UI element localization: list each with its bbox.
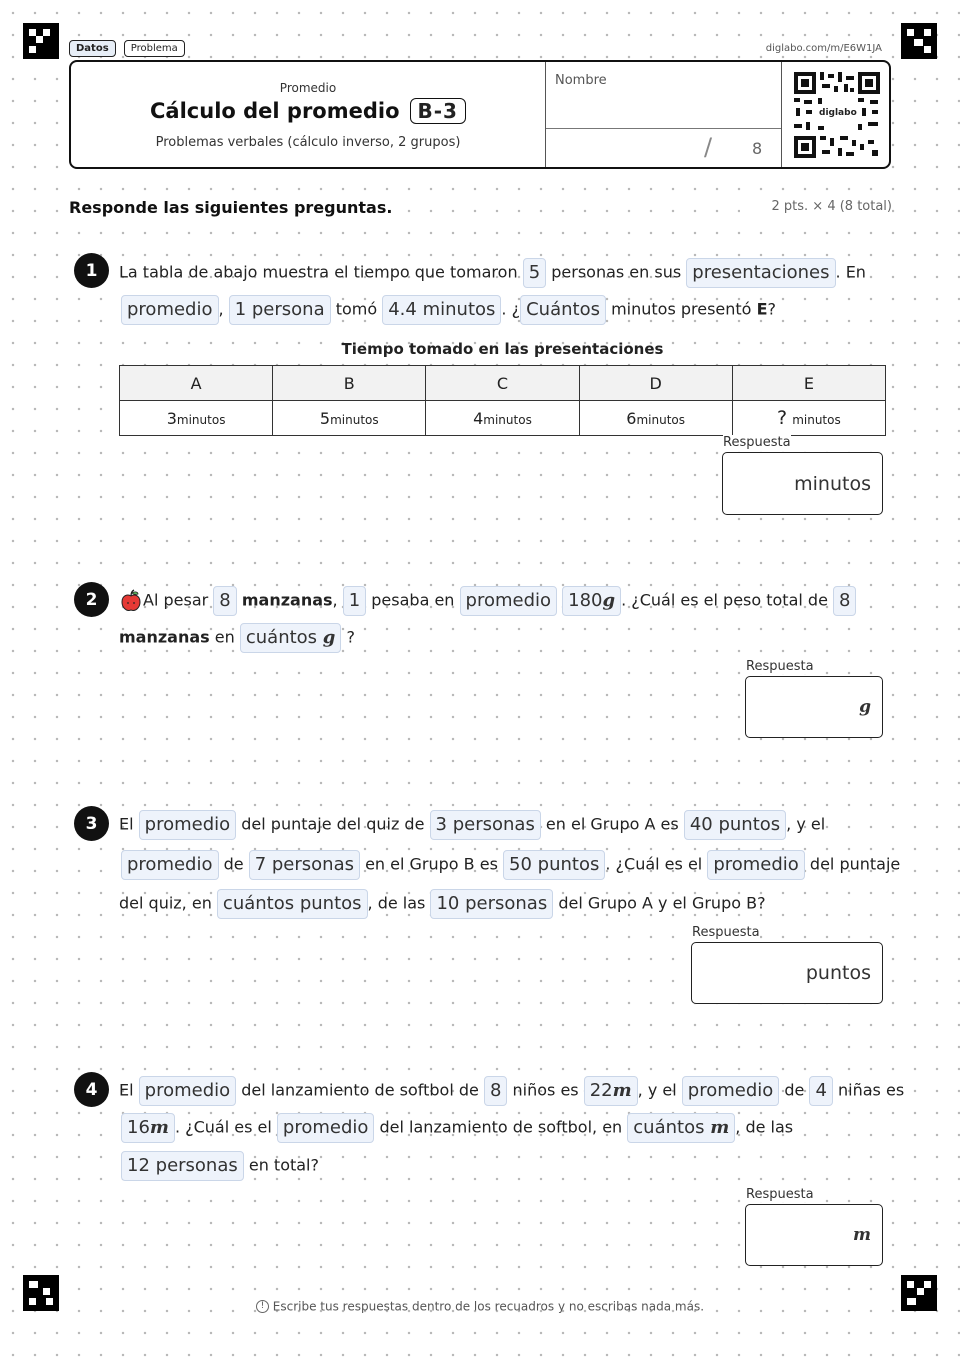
table-header-cell: A: [120, 366, 273, 401]
question-1-line-2: promedio , 1 persona tomó 4.4 minutos . ¿ Cuántos minutos presentó E?: [121, 294, 776, 325]
question-3-line-1: El promedio del puntaje del quiz de 3 personas en el Grupo A es 40 puntos , y el: [119, 809, 825, 840]
score-total: 8: [752, 139, 763, 158]
name-area: [545, 62, 781, 167]
answer-label: Respuesta: [692, 925, 760, 940]
corner-marker-top-right: [901, 23, 937, 59]
corner-marker-top-left: [23, 23, 59, 59]
apple-icon: [119, 589, 143, 613]
score-area: [546, 129, 782, 167]
top-tags: [69, 36, 185, 57]
tag-datos[interactable]: Datos: [69, 40, 116, 57]
tag-problema[interactable]: Problema: [124, 40, 185, 57]
worksheet-header: [69, 60, 891, 169]
subject-label: Promedio: [279, 81, 337, 95]
table-value-cell: ? minutos: [732, 401, 885, 436]
question-4-line-1: El promedio del lanzamiento de softbol de 8 niños es 22m , y el promedio de 4 niñas es: [119, 1075, 904, 1106]
table-header-cell: E: [732, 366, 885, 401]
table-value-cell: 4minutos: [426, 401, 579, 436]
table-value-cell: 5minutos: [273, 401, 426, 436]
footer-note: ! Escribe tus respuestas dentro de los recuadros y no escribas nada más.: [0, 1299, 960, 1314]
question-1-line-1: La tabla de abajo muestra el tiempo que tomaron 5 personas en sus presentaciones . En: [119, 257, 866, 288]
question-number: 2: [74, 582, 109, 617]
answer-box-4[interactable]: [745, 1204, 883, 1266]
points-info: 2 pts. × 4 (8 total): [740, 199, 892, 214]
question-number: 1: [74, 253, 109, 288]
question-2-line-1: Al pesar 8 manzanas, 1 pesaba en promedio 180g . ¿Cuál es el peso total de 8: [119, 585, 856, 616]
answer-unit: puntos: [805, 962, 871, 984]
table-value-row: [120, 401, 886, 436]
question-3-line-2: promedio de 7 personas en el Grupo B es 50 puntos . ¿Cuál es el promedio del puntaje: [121, 849, 900, 880]
table-value-cell: 3minutos: [120, 401, 273, 436]
worksheet-code: B-3: [410, 98, 466, 124]
answer-unit: minutos: [794, 472, 871, 495]
info-icon: !: [256, 1300, 269, 1313]
score-slash: /: [704, 133, 713, 161]
qr-divider: [781, 62, 782, 167]
name-label: Nombre: [555, 73, 607, 88]
answer-label: Respuesta: [746, 659, 814, 674]
answer-unit: m: [853, 1225, 871, 1245]
name-field[interactable]: [546, 62, 782, 129]
question-3-line-3: del quiz, en cuántos puntos , de las 10 personas del Grupo A y el Grupo B?: [119, 888, 766, 919]
qr-label: diglabo: [819, 108, 857, 118]
question-number: 4: [74, 1072, 109, 1107]
question-4-line-2: 16m . ¿Cuál es el promedio del lanzamiento de softbol, en cuántos m , de las: [121, 1112, 793, 1143]
answer-box-2[interactable]: [745, 676, 883, 738]
page-url: diglabo.com/m/E6W1JA: [765, 43, 882, 54]
question-4-line-3: 12 personas en total?: [121, 1150, 319, 1181]
worksheet-subtitle: Problemas verbales (cálculo inverso, 2 grupos): [155, 135, 461, 150]
qr-code-icon[interactable]: [792, 70, 882, 160]
question-2-line-2: manzanas en cuántos g ?: [119, 622, 355, 653]
time-table: [119, 365, 886, 436]
answer-box-3[interactable]: [691, 942, 883, 1004]
question-number: 3: [74, 806, 109, 841]
table-header-cell: C: [426, 366, 579, 401]
table-title: Tiempo tomado en las presentaciones: [341, 340, 664, 358]
table-value-cell: 6minutos: [579, 401, 732, 436]
instructions: Responde las siguientes preguntas.: [69, 198, 393, 217]
worksheet-title: Cálculo del promedio: [150, 99, 400, 123]
title-row: [71, 98, 545, 124]
answer-label: Respuesta: [746, 1187, 814, 1202]
table-header-cell: D: [579, 366, 732, 401]
answer-unit: g: [859, 697, 871, 717]
table-header-row: [120, 366, 886, 401]
table-header-cell: B: [273, 366, 426, 401]
answer-label: Respuesta: [723, 435, 791, 450]
answer-box-1[interactable]: [722, 452, 883, 515]
